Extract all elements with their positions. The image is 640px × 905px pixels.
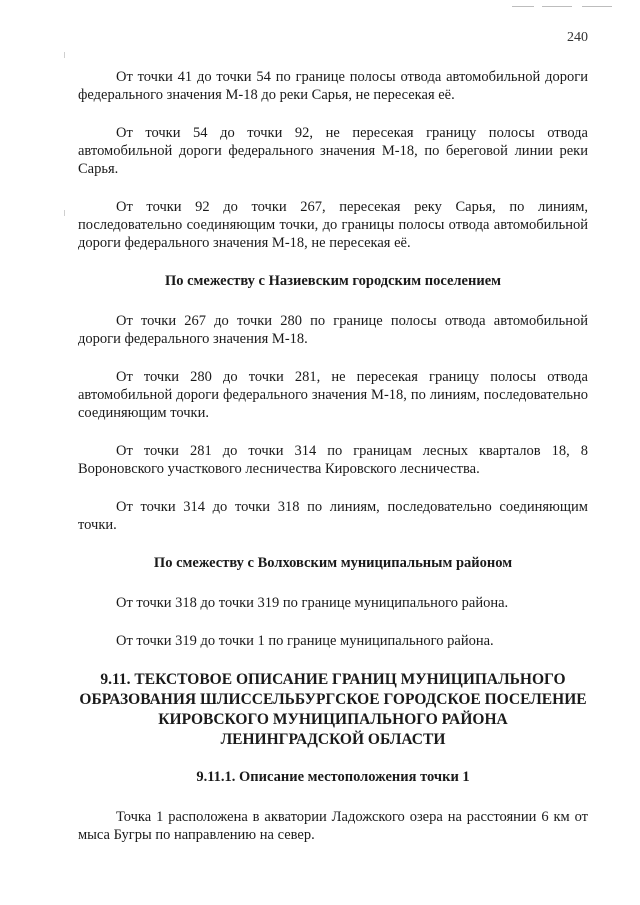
section-title — [78, 670, 588, 750]
paragraph: От точки 281 до точки 314 по границам лесных кварталов 18, 8 Вороновского участкового лесничества Кировского лесничества. — [78, 443, 588, 477]
paragraph: От точки 280 до точки 281, не пересекая границу полосы отвода автомобильной дороги федерального значения М-18, по линиям, последовательно соединяющим точки. — [78, 369, 588, 421]
paragraph: От точки 314 до точки 318 по линиям, последовательно соединяющим точки. — [78, 499, 588, 533]
paragraph: Точка 1 расположена в акватории Ладожского озера на расстоянии 6 км от мыса Бугры по направлению на север. — [78, 809, 588, 843]
scan-artifact — [582, 6, 612, 7]
scan-artifact — [64, 52, 65, 58]
section-title-line: ЛЕНИНГРАДСКОЙ ОБЛАСТИ — [220, 731, 446, 748]
scan-artifact — [542, 6, 572, 7]
paragraph: От точки 41 до точки 54 по границе полосы отвода автомобильной дороги федерального значения М-18 до реки Сарья, не пересекая её. — [78, 69, 588, 103]
paragraph: От точки 54 до точки 92, не пересекая границу полосы отвода автомобильной дороги федерального значения М-18, по береговой линии реки Сарья. — [78, 125, 588, 177]
scan-artifact — [64, 210, 65, 216]
section-title-line: ОБРАЗОВАНИЯ ШЛИССЕЛЬБУРГСКОЕ ГОРОДСКОЕ ПОСЕЛЕНИЕ — [79, 691, 587, 708]
subheading: По смежеству с Волховским муниципальным районом — [153, 555, 513, 571]
subheading: По смежеству с Назиевским городским поселением — [164, 273, 502, 289]
paragraph: От точки 319 до точки 1 по границе муниципального района. — [116, 633, 494, 649]
page-number: 240 — [567, 30, 588, 45]
paragraph: От точки 318 до точки 319 по границе муниципального района. — [116, 595, 509, 611]
document-body — [78, 68, 588, 864]
section-title-line: КИРОВСКОГО МУНИЦИПАЛЬНОГО РАЙОНА — [158, 711, 508, 728]
section-title-line: 9.11. ТЕКСТОВОЕ ОПИСАНИЕ ГРАНИЦ МУНИЦИПАЛЬНОГО — [100, 671, 566, 688]
paragraph: От точки 92 до точки 267, пересекая реку Сарья, по линиям, последовательно соединяющим точки, до границы полосы отвода автомобильной дороги федерального значения М-18, не пересекая её. — [78, 199, 588, 251]
scan-artifact — [512, 6, 534, 7]
paragraph: От точки 267 до точки 280 по границе полосы отвода автомобильной дороги федерального значения М-18. — [78, 313, 588, 347]
subsection-title: 9.11.1. Описание местоположения точки 1 — [196, 769, 470, 785]
